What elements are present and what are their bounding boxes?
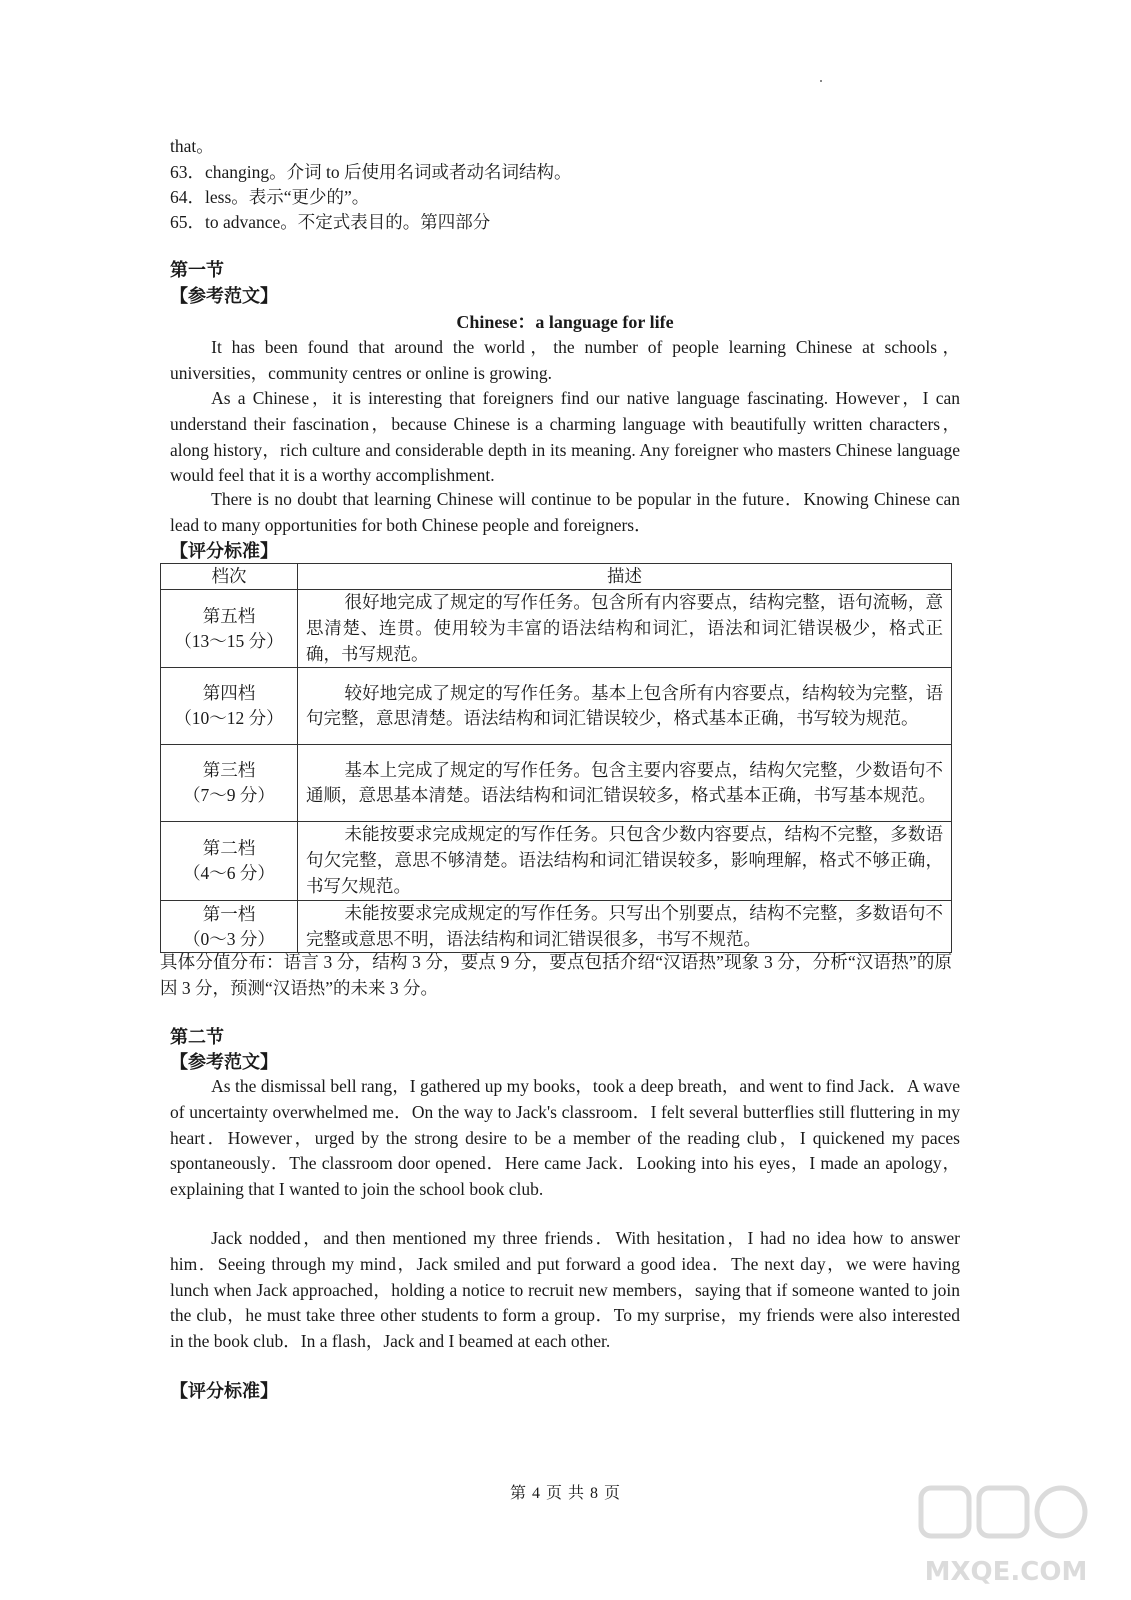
level-range: （4～6 分）: [183, 863, 275, 884]
essay-title: Chinese：a language for life: [456, 312, 674, 332]
answer-line-65: 65．to advance。不定式表目的。第四部分: [170, 212, 491, 232]
level-name: 第五档: [202, 605, 256, 626]
score-distribution: 具体分值分布：语言 3 分，结构 3 分，要点 9 分，要点包括介绍“汉语热”现象 3 分，分析“汉语热”的原因 3 分，预测“汉语热”的未来 3 分。: [160, 952, 952, 998]
table-row: [161, 668, 952, 745]
watermark-logo-icon: [911, 1480, 1101, 1590]
page-footer: 第 4 页 共 8 页: [509, 1485, 621, 1502]
level-cell: [161, 668, 298, 745]
header-level: 档次: [161, 564, 298, 590]
desc-cell: 未能按要求完成规定的写作任务。只包含少数内容要点，结构不完整，多数语句欠完整，意思不够清楚。语法结构和词汇错误较多，影响理解，格式不够正确，书写欠规范。: [298, 822, 952, 900]
level-cell: [161, 590, 298, 668]
answer-line-64: 64．less。表示“更少的”。: [170, 187, 370, 207]
level-name: 第一档: [202, 903, 256, 924]
level-cell: [161, 745, 298, 822]
scoring-table: [160, 563, 952, 953]
level-range: （0～3 分）: [183, 928, 275, 949]
essay2-paragraph-2: Jack nodded，and then mentioned my three friends．With hesitation，I had no idea how to answer him．Seeing through my mind，Jack smiled and put forward a good idea．The next day，we were having lunch when Jack approached，holding a notice to recruit new members，saying that if someone wanted to join the club，he must take three other students to form a group．To my surprise，my friends were also interested in the book club．In a flash，Jack and I beamed at each other.: [170, 1228, 960, 1352]
section2-heading: 第二节: [170, 1027, 224, 1047]
desc-cell: 未能按要求完成规定的写作任务。只写出个别要点，结构不完整，多数语句不完整或意思不明，语法结构和词汇错误很多，书写不规范。: [298, 900, 952, 953]
table-row: [161, 590, 952, 668]
table-row: [161, 822, 952, 900]
essay1-paragraph-3: There is no doubt that learning Chinese will continue to be popular in the future．Knowing Chinese can lead to many opportunities for both Chinese people and foreigners．: [170, 489, 960, 535]
level-range: （7～9 分）: [183, 785, 275, 806]
answer-line-1: that。: [170, 136, 214, 156]
essay1-paragraph-1: It has been found that around the world，the number of people learning Chinese at schools，universities，community centres or online is growing.: [170, 337, 960, 383]
level-name: 第三档: [202, 760, 256, 781]
section2-ref-label: 【参考范文】: [170, 1052, 278, 1072]
essay1-paragraph-2: As a Chinese，it is interesting that foreigners find our native language fascinating. However，I can understand their fascination，because Chinese is a charming language with beautifully written characters，along history，rich culture and considerable depth in its meaning. Any foreigner who masters Chinese language would feel that it is a worthy accomplishment.: [170, 388, 960, 486]
desc-cell: 基本上完成了规定的写作任务。包含主要内容要点，结构欠完整，少数语句不通顺，意思基本清楚。语法结构和词汇错误较多，格式基本正确，书写基本规范。: [298, 745, 952, 822]
answer-line-63: 63．changing。介词 to 后使用名词或者动名词结构。: [170, 162, 572, 182]
speck: [820, 80, 822, 82]
level-range: （10～12 分）: [174, 708, 284, 729]
section1-heading: 第一节: [170, 260, 224, 280]
level-cell: [161, 900, 298, 953]
table-row: [161, 745, 952, 822]
desc-cell: 很好地完成了规定的写作任务。包含所有内容要点，结构完整，语句流畅，意思清楚、连贯。使用较为丰富的语法结构和词汇，语法和词汇错误极少，格式正确，书写规范。: [298, 590, 952, 668]
section2-criteria-label: 【评分标准】: [170, 1381, 278, 1401]
level-cell: [161, 822, 298, 900]
section1-criteria-label: 【评分标准】: [170, 541, 278, 561]
watermark-text: MXQE.COM: [924, 1557, 1088, 1587]
header-desc: 描述: [298, 564, 952, 590]
desc-cell: 较好地完成了规定的写作任务。基本上包含所有内容要点，结构较为完整，语句完整，意思清楚。语法结构和词汇错误较少，格式基本正确，书写较为规范。: [298, 668, 952, 745]
level-name: 第二档: [202, 838, 256, 859]
table-row: [161, 900, 952, 953]
section1-ref-label: 【参考范文】: [170, 286, 278, 306]
level-range: （13～15 分）: [174, 630, 284, 651]
essay2-paragraph-1: As the dismissal bell rang，I gathered up my books，took a deep breath，and went to find Jack．A wave of uncertainty overwhelmed me．On the way to Jack's classroom．I felt several butterflies still fluttering in my heart．However，urged by the strong desire to be a member of the reading club，I quickened my paces spontaneously．The classroom door opened．Here came Jack．Looking into his eyes，I made an apology，explaining that I wanted to join the school book club.: [170, 1076, 960, 1200]
level-name: 第四档: [202, 683, 256, 704]
table-header-row: [161, 564, 952, 590]
